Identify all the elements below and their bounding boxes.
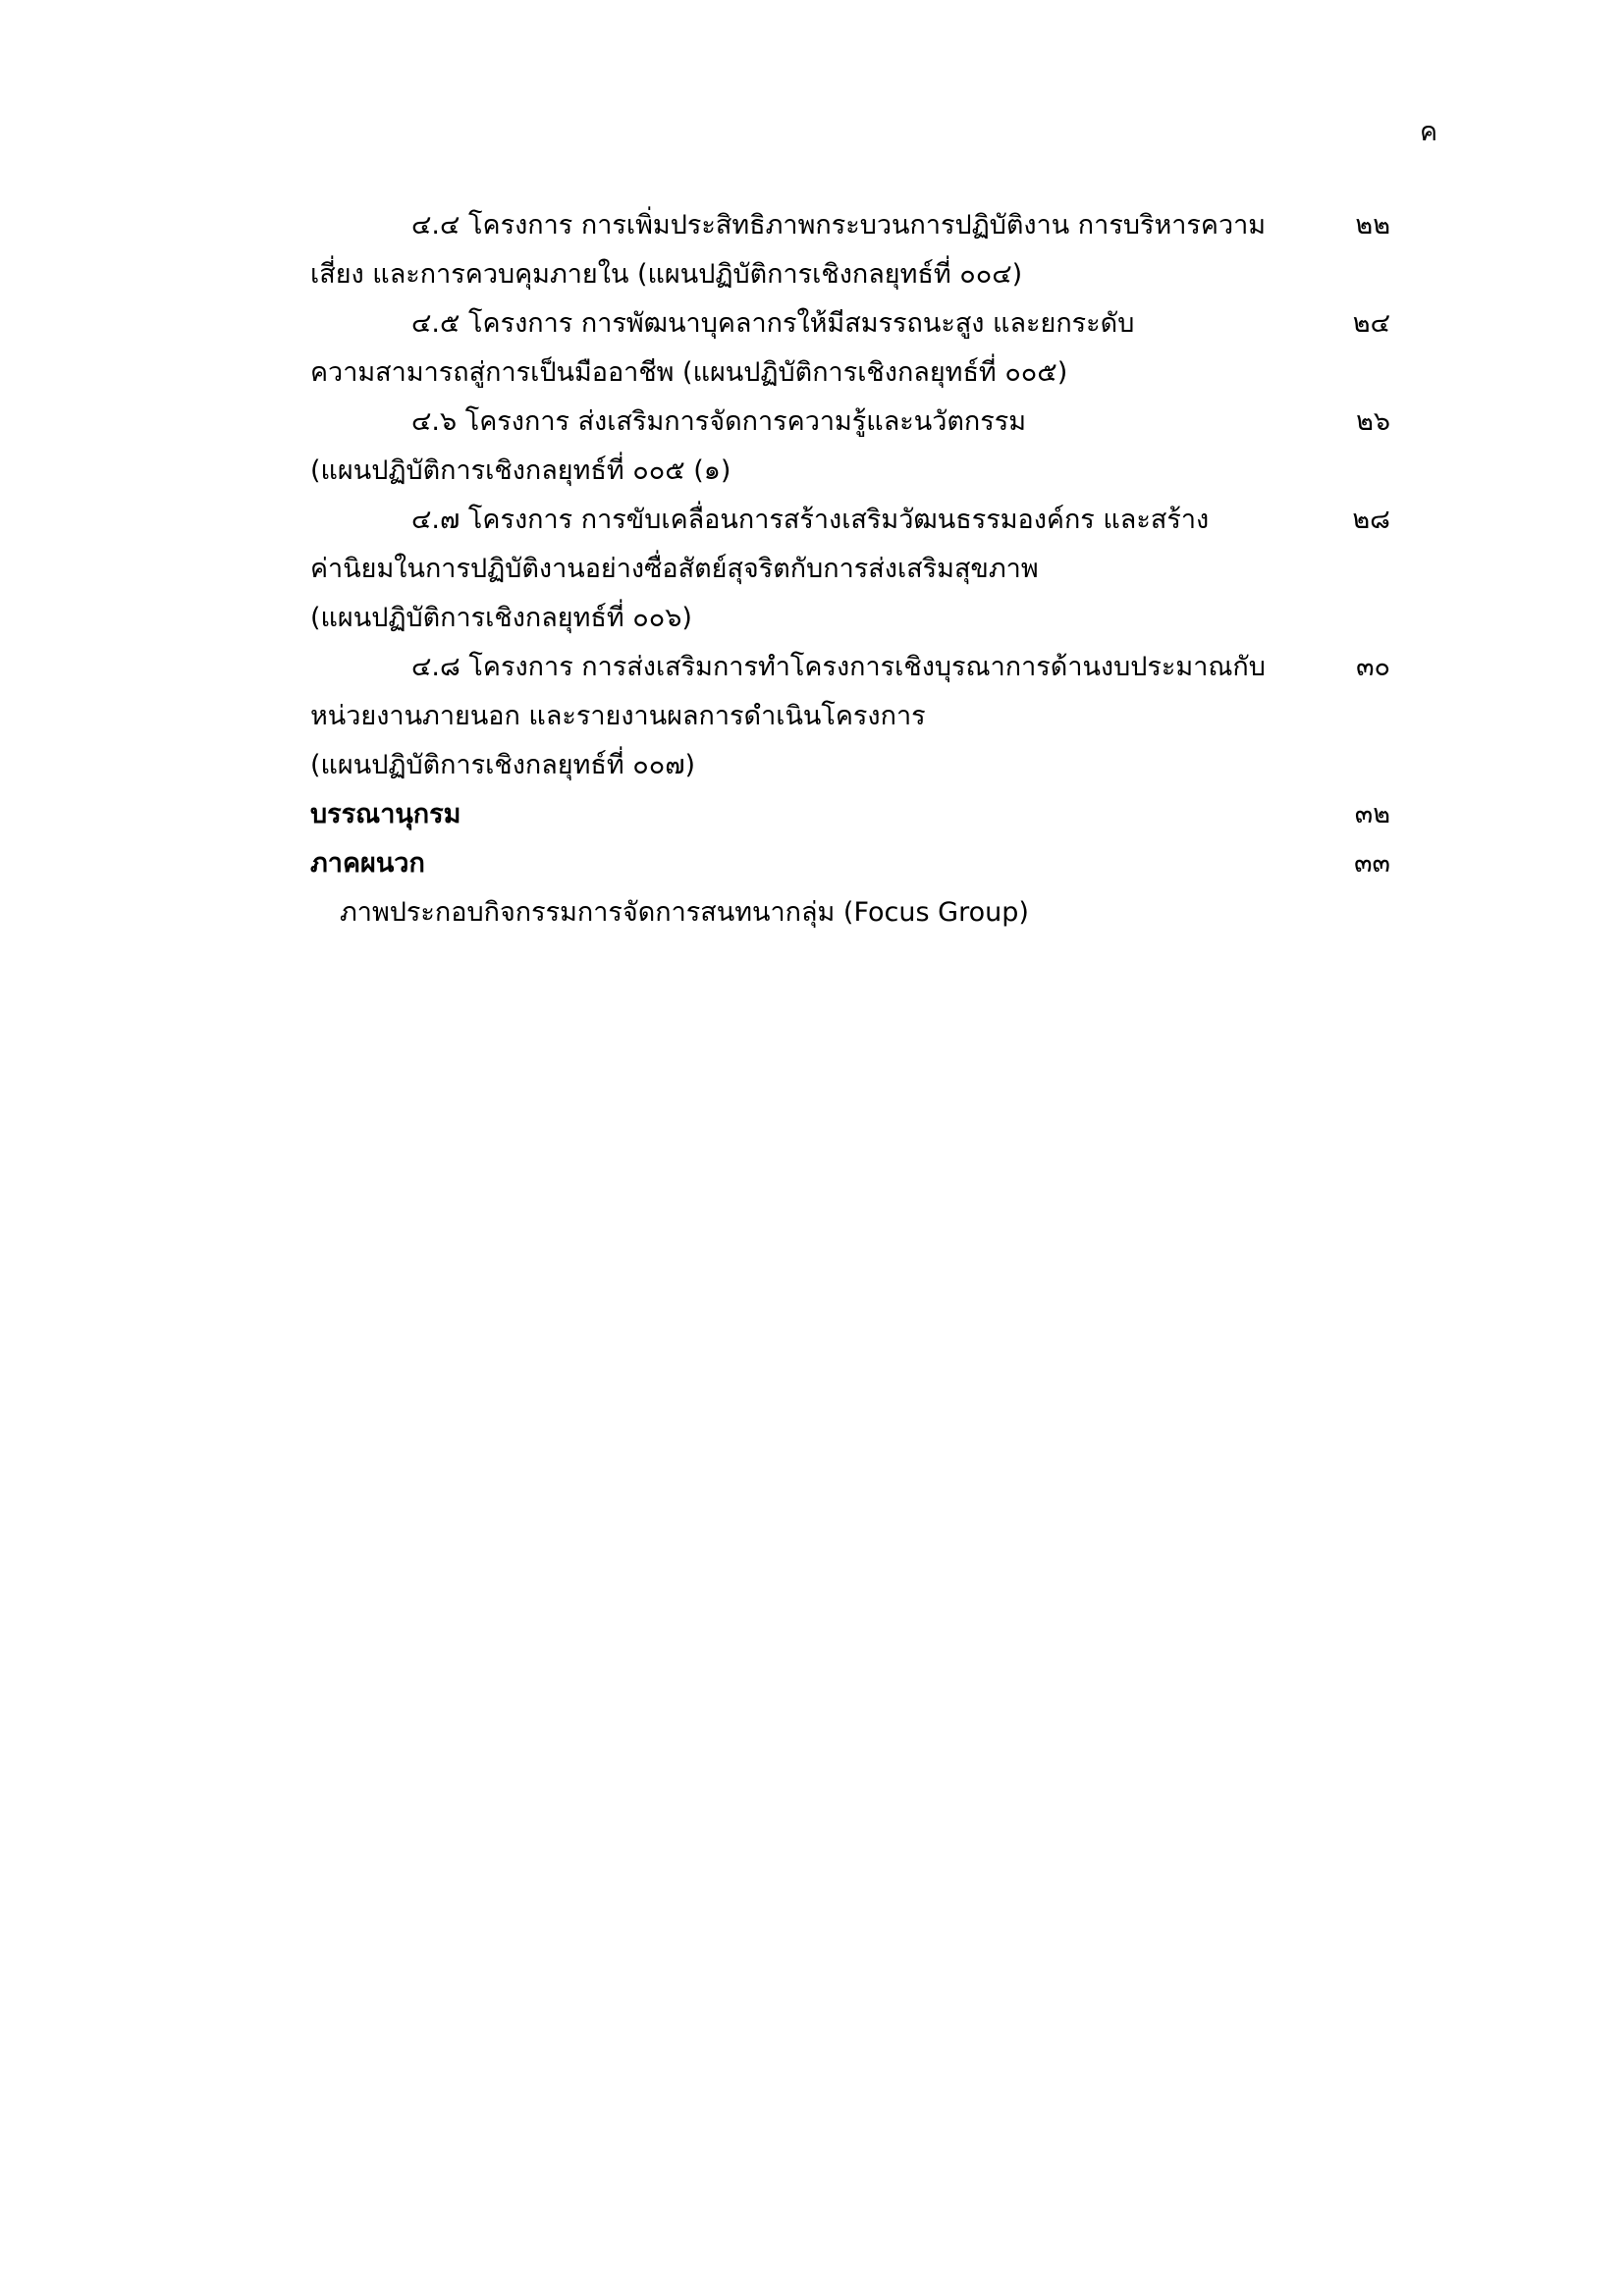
toc-appendix <box>310 839 1390 888</box>
toc-entry-text: ความสามารถสู่การเป็นมืออาชีพ (แผนปฏิบัติการเชิงกลยุทธ์ที่ ๐๐๕) <box>310 357 1068 388</box>
toc-entry-text: ๔.๘ โครงการ การส่งเสริมการทำโครงการเชิงบุรณาการด้านงบประมาณกับ <box>411 652 1266 682</box>
toc-entry-text: (แผนปฏิบัติการเชิงกลยุทธ์ที่ ๐๐๗) <box>310 750 696 780</box>
toc-entry-page: ๒๔ <box>1352 308 1390 339</box>
toc-entry-line <box>310 496 1390 545</box>
toc-entry-text: (แผนปฏิบัติการเชิงกลยุทธ์ที่ ๐๐๖) <box>310 603 692 633</box>
toc-entry-line <box>310 398 1390 447</box>
toc-entry-text: เสี่ยง และการควบคุมภายใน (แผนปฏิบัติการเชิงกลยุทธ์ที่ ๐๐๔) <box>310 259 1023 290</box>
toc-entry-line <box>310 643 1390 692</box>
toc-entry-text: ๔.๔ โครงการ การเพิ่มประสิทธิภาพกระบวนการปฏิบัติงาน การบริหารความ <box>411 210 1267 240</box>
toc-entry-text: ๔.๕ โครงการ การพัฒนาบุคลากรให้มีสมรรถนะสูง และยกระดับ <box>411 308 1135 339</box>
toc-entry-page: ๒๒ <box>1355 210 1390 240</box>
page-letter: ค <box>1419 117 1437 147</box>
toc-bibliography-page: ๓๒ <box>1354 799 1390 829</box>
toc-bibliography-label: บรรณานุกรม <box>310 799 461 829</box>
toc-entry-page: ๓๐ <box>1356 652 1390 682</box>
toc-appendix-label: ภาคผนวก <box>310 848 425 879</box>
toc-bibliography <box>310 790 1390 839</box>
toc-entry-line <box>310 741 1390 790</box>
toc-entry-line <box>310 250 1390 299</box>
toc-entry-line <box>310 348 1390 398</box>
toc-entry-line <box>310 545 1390 594</box>
toc-entry-4-8 <box>310 643 1390 790</box>
toc-entry-page: ๒๘ <box>1352 505 1390 535</box>
toc-entry-line <box>310 201 1390 250</box>
toc-entry-4-4 <box>310 201 1390 299</box>
toc-entry-text: ๔.๗ โครงการ การขับเคลื่อนการสร้างเสริมวัฒนธรรมองค์กร และสร้าง <box>411 505 1210 535</box>
toc-entry-line <box>310 447 1390 496</box>
toc-appendix-sub-text: ภาพประกอบกิจกรรมการจัดการสนทนากลุ่ม (Focus Group) <box>340 897 1029 928</box>
toc-entry-text: ค่านิยมในการปฏิบัติงานอย่างซื่อสัตย์สุจริตกับการส่งเสริมสุขภาพ <box>310 554 1039 584</box>
toc-entry-4-7 <box>310 496 1390 643</box>
toc-entry-text: (แผนปฏิบัติการเชิงกลยุทธ์ที่ ๐๐๕ (๑) <box>310 455 731 486</box>
toc-entry-text: หน่วยงานภายนอก และรายงานผลการดำเนินโครงการ <box>310 701 926 731</box>
toc-entry-text: ๔.๖ โครงการ ส่งเสริมการจัดการความรู้และนวัตกรรม <box>411 406 1027 437</box>
toc-entry-4-5 <box>310 299 1390 398</box>
toc-entry-line <box>310 692 1390 741</box>
table-of-contents <box>310 201 1390 937</box>
toc-entry-4-6 <box>310 398 1390 496</box>
toc-entry-line <box>310 594 1390 643</box>
toc-entry-line <box>310 299 1390 348</box>
toc-appendix-page: ๓๓ <box>1354 848 1390 879</box>
toc-appendix-sub <box>310 888 1390 937</box>
toc-entry-page: ๒๖ <box>1356 406 1390 437</box>
